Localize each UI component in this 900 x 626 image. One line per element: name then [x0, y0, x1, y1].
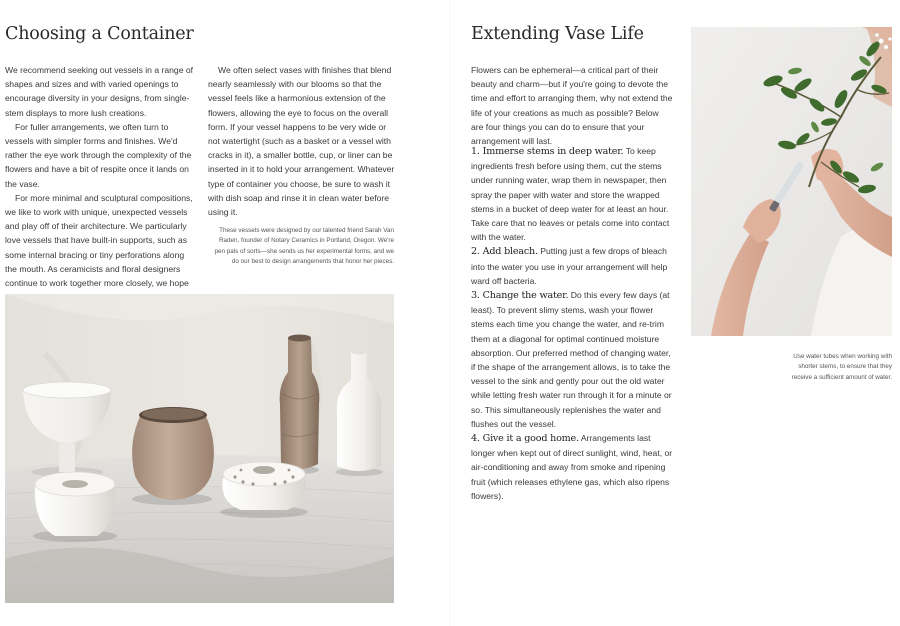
- right-page: [450, 0, 900, 626]
- tip-text: Putting just a few drops of bleach into the water you use in your arrangement will help ward off bacteria.: [471, 246, 668, 286]
- tip-text: Do this every few days (at least). To prevent slimy stems, wash your flower stems each time you change the water, and re-trim them at a diagonal for optimal continued moisture absorption. Our preferred method of changing water, if the shape of the arrangement allows, is to take the vessel to the sink and gently pour out the old water while letting fresh water run through it for a minute or so. This simultaneously replenishes the water and flushes out the vessel.: [471, 290, 672, 429]
- tip-heading: 3. Change the water.: [471, 290, 569, 302]
- paragraph: Flowers can be ephemeral—a critical part of their beauty and charm—but if you're going to devote the time and effort to arranging them, why not extend the life of your creations as much as possible? Below are four things you can do to ensure that your arrangement will last.: [471, 65, 673, 147]
- paragraph: We recommend seeking out vessels in a range of shapes and sizes and with varied openings to encourage diversity in your designs, from single-stem displays to more lush creations.: [5, 65, 194, 118]
- ceramic-vessels-photo: [5, 294, 394, 603]
- paragraph: We often select vases with finishes that blend nearly seamlessly with our blooms so that the vessel feels like a harmonious extension of the flowers, allowing the eye to focus on the overall form. If your vessel happens to be very wide or not watertight (such as a basket or a vessel with cracks in it), a smaller bottle, cup, or liner can be inserted in it to hold your arrangement. Whatever type of container you choose, be sure to wash it with dish soap and rinse it in clean water before using it.: [208, 65, 395, 218]
- tip-item: [471, 244, 673, 288]
- tip-item: [471, 288, 673, 431]
- tip-item: [471, 144, 673, 244]
- water-tube-photo: [691, 27, 892, 336]
- tip-item: [471, 431, 673, 503]
- tip-heading: 2. Add bleach.: [471, 246, 538, 258]
- vase-life-intro: [471, 63, 673, 148]
- ceramic-vessels-illustration: [5, 294, 394, 603]
- tip-heading: 1. Immerse stems in deep water.: [471, 146, 624, 157]
- left-column-1: [5, 63, 195, 319]
- vessels-caption: These vessels were designed by our talented friend Sarah Van Raden, founder of Notary Ceramics in Portland, Oregon. We're pen pals of sorts—she sends us her experimental forms, and we do our best to design arrangements that honor her pieces.: [214, 227, 394, 266]
- paragraph: For fuller arrangements, we often turn to vessels with simpler forms and finishes. We'd rather the eye work through the complexity of the flowers and have a bit of respite once it lands on the vase.: [5, 121, 192, 189]
- page-title-extending-vase-life: Extending Vase Life: [471, 24, 644, 44]
- left-column-2: [208, 63, 398, 219]
- vase-life-tips: [471, 144, 673, 503]
- water-tube-caption: Use water tubes when working with shorter stems, to ensure that they receive a sufficient amount of water.: [791, 353, 892, 381]
- tip-heading: 4. Give it a good home.: [471, 433, 579, 445]
- hands-branch-illustration: [691, 27, 892, 336]
- page-title-choosing-container: Choosing a Container: [5, 24, 194, 44]
- tip-text: Arrangements last longer when kept out of direct sunlight, wind, heat, or air-conditioning and away from smoke and ripening fruit (which releases ethylene gas, which also ripens flowers).: [471, 433, 673, 501]
- tip-text: To keep ingredients fresh before using them, cut the stems under running water, wrap them in newspaper, then spray the paper with water and store the wrapped stems in a bucket of deep water for at least an hour. Take care that no leaves or petals come into contact with the water.: [471, 146, 670, 243]
- paragraph: For more minimal and sculptural compositions, we like to work with unique, unexpected vessels and play off of their architecture. We particularly love vessels that have built-in supports, such as some internal bracing or tiny perforations along the mouth. As ceramicists and floral designers continue to work together more closely, we hope: [5, 192, 193, 289]
